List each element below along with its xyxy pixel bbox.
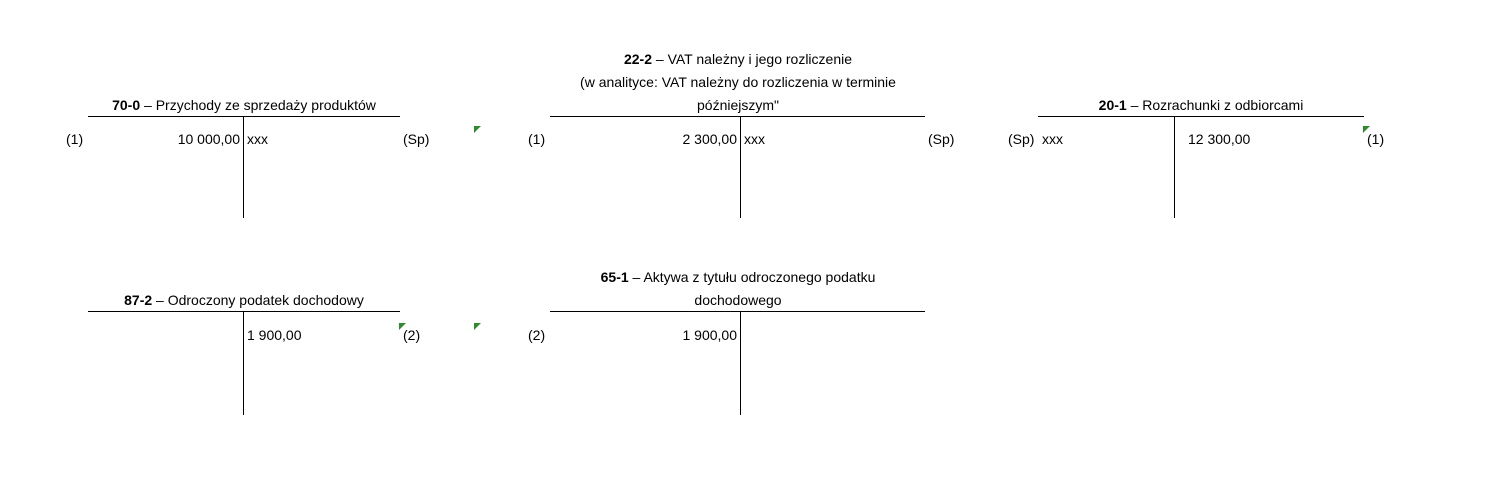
account-22-2-right-ref: (Sp) [928,131,955,147]
account-22-2-left-ref: (1) [528,131,546,147]
account-87-2-name: – Odroczony podatek dochodowy [152,292,364,308]
account-70-0-divider [243,117,244,218]
account-65-1-title [548,266,928,289]
account-87-2-top-line [88,311,400,312]
account-22-2-note-line2: późniejszym" [697,97,779,113]
account-22-2-top-line [550,116,925,117]
account-70-0-code: 70-0 [112,97,141,113]
comment-marker-icon[interactable] [399,323,406,330]
account-22-2-code: 22-2 [623,51,653,67]
account-20-1-debit-text: xxx [1042,131,1063,147]
account-20-1-left-ref: (Sp) [1008,131,1035,147]
account-87-2-right-ref: (2) [403,327,421,343]
account-87-2-title [88,289,400,312]
account-20-1-name: – Rozrachunki z odbiorcami [1126,97,1304,113]
account-70-0-right-ref: (Sp) [403,131,430,147]
account-87-2-credit-amount: 1 900,00 [247,327,302,343]
account-22-2-debit-amount: 2 300,00 [682,131,737,147]
account-20-1-credit-amount: 12 300,00 [1188,131,1251,147]
comment-marker-icon[interactable] [474,126,481,133]
account-87-2-code: 87-2 [124,292,153,308]
account-65-1-code: 65-1 [600,269,629,285]
account-22-2-note-line1: (w analityce: VAT należny do rozliczenia w terminie [580,74,896,90]
account-70-0-debit-amount: 10 000,00 [177,131,240,147]
account-20-1-code: 20-1 [1098,97,1127,113]
account-22-2-credit-text: xxx [744,131,765,147]
account-70-0-name: – Przychody ze sprzedaży produktów [140,97,376,113]
account-70-0-credit-text: xxx [247,131,268,147]
account-20-1-top-line [1038,116,1364,117]
account-20-1-divider [1174,117,1175,218]
comment-marker-icon[interactable] [474,323,481,330]
account-87-2-divider [243,312,244,415]
account-20-1-title [1038,94,1364,117]
account-65-1-name-line1: – Aktywa z tytułu odroczonego podatku [628,269,876,285]
account-22-2-title [548,48,928,71]
account-70-0-title [88,94,400,117]
account-20-1-right-ref: (1) [1367,131,1385,147]
account-70-0-left-ref: (1) [66,131,84,147]
account-70-0-top-line [88,116,400,117]
account-65-1-top-line [550,311,925,312]
account-22-2-divider [740,117,741,218]
account-65-1-divider [740,312,741,415]
comment-marker-icon[interactable] [1363,126,1370,133]
account-65-1-debit-amount: 1 900,00 [682,327,737,343]
account-65-1-left-ref: (2) [528,327,546,343]
account-65-1-name-line2: dochodowego [694,292,782,308]
account-22-2-name: – VAT należny i jego rozliczenie [652,51,853,67]
